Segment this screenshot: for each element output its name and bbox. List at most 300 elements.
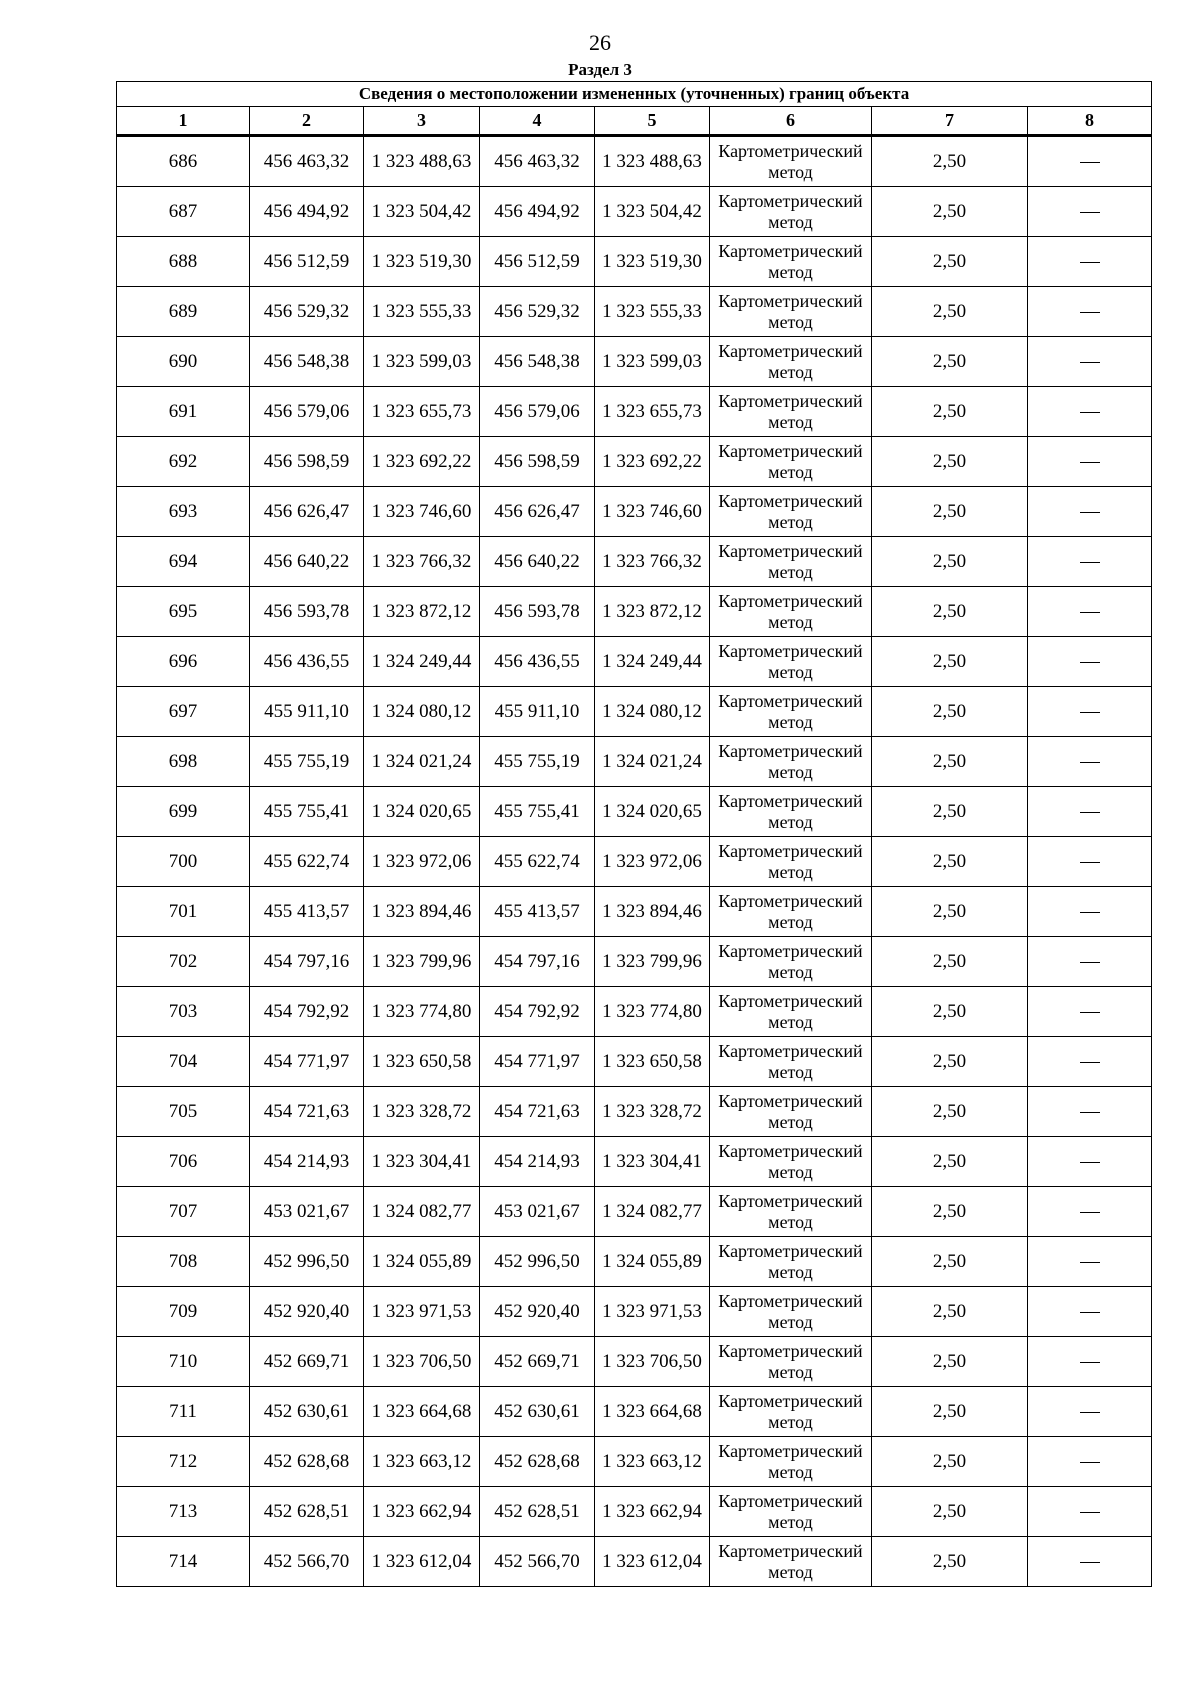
boundary-coordinates-table xyxy=(116,81,1152,1587)
cell-description xyxy=(1028,1487,1152,1537)
cell-y-existing: 1 323 304,41 xyxy=(364,1137,480,1187)
cell-point-number: 697 xyxy=(117,687,250,737)
cell-method: Картометрический метод xyxy=(710,1487,872,1537)
cell-accuracy: 2,50 xyxy=(872,1237,1028,1287)
cell-y-existing: 1 324 249,44 xyxy=(364,637,480,687)
page-number: 26 xyxy=(589,30,611,55)
cell-y-existing: 1 323 971,53 xyxy=(364,1287,480,1337)
cell-x-existing: 452 996,50 xyxy=(250,1237,364,1287)
cell-x-new: 455 755,19 xyxy=(480,737,595,787)
cell-accuracy: 2,50 xyxy=(872,687,1028,737)
cell-method: Картометрический метод xyxy=(710,537,872,587)
cell-x-existing: 455 755,19 xyxy=(250,737,364,787)
cell-x-new: 456 512,59 xyxy=(480,237,595,287)
cell-point-number: 686 xyxy=(117,136,250,187)
cell-y-new: 1 323 555,33 xyxy=(595,287,710,337)
cell-y-new: 1 323 799,96 xyxy=(595,937,710,987)
cell-point-number: 714 xyxy=(117,1537,250,1587)
cell-method: Картометрический метод xyxy=(710,1087,872,1137)
cell-y-existing: 1 324 021,24 xyxy=(364,737,480,787)
dash-mark xyxy=(1080,1162,1100,1163)
cell-y-existing: 1 323 504,42 xyxy=(364,187,480,237)
cell-y-new: 1 323 692,22 xyxy=(595,437,710,487)
cell-accuracy: 2,50 xyxy=(872,887,1028,937)
cell-description xyxy=(1028,1037,1152,1087)
cell-point-number: 689 xyxy=(117,287,250,337)
cell-point-number: 707 xyxy=(117,1187,250,1237)
cell-accuracy: 2,50 xyxy=(872,1437,1028,1487)
cell-method: Картометрический метод xyxy=(710,937,872,987)
cell-x-existing: 454 214,93 xyxy=(250,1137,364,1187)
cell-y-existing: 1 323 894,46 xyxy=(364,887,480,937)
cell-accuracy: 2,50 xyxy=(872,1087,1028,1137)
cell-method: Картометрический метод xyxy=(710,887,872,937)
dash-mark xyxy=(1080,212,1100,213)
dash-mark xyxy=(1080,1012,1100,1013)
cell-y-new: 1 323 872,12 xyxy=(595,587,710,637)
cell-y-new: 1 324 082,77 xyxy=(595,1187,710,1237)
cell-x-new: 456 593,78 xyxy=(480,587,595,637)
cell-description xyxy=(1028,187,1152,237)
cell-point-number: 695 xyxy=(117,587,250,637)
cell-y-new: 1 323 971,53 xyxy=(595,1287,710,1337)
cell-accuracy: 2,50 xyxy=(872,437,1028,487)
cell-method: Картометрический метод xyxy=(710,1337,872,1387)
cell-x-existing: 456 463,32 xyxy=(250,136,364,187)
cell-y-existing: 1 323 488,63 xyxy=(364,136,480,187)
cell-description xyxy=(1028,587,1152,637)
cell-y-new: 1 323 655,73 xyxy=(595,387,710,437)
cell-point-number: 710 xyxy=(117,1337,250,1387)
cell-x-new: 452 628,68 xyxy=(480,1437,595,1487)
dash-mark xyxy=(1080,362,1100,363)
dash-mark xyxy=(1080,912,1100,913)
cell-point-number: 702 xyxy=(117,937,250,987)
cell-x-existing: 456 640,22 xyxy=(250,537,364,587)
cell-y-existing: 1 323 799,96 xyxy=(364,937,480,987)
cell-description xyxy=(1028,387,1152,437)
cell-point-number: 687 xyxy=(117,187,250,237)
table-row xyxy=(117,1537,1152,1587)
column-number: 2 xyxy=(250,107,364,136)
cell-y-new: 1 323 746,60 xyxy=(595,487,710,537)
dash-mark xyxy=(1080,1512,1100,1513)
cell-x-existing: 456 593,78 xyxy=(250,587,364,637)
cell-accuracy: 2,50 xyxy=(872,1187,1028,1237)
cell-point-number: 691 xyxy=(117,387,250,437)
cell-description xyxy=(1028,987,1152,1037)
dash-mark xyxy=(1080,1062,1100,1063)
cell-method: Картометрический метод xyxy=(710,1387,872,1437)
cell-method: Картометрический метод xyxy=(710,737,872,787)
cell-x-existing: 452 630,61 xyxy=(250,1387,364,1437)
dash-mark xyxy=(1080,662,1100,663)
cell-y-existing: 1 323 664,68 xyxy=(364,1387,480,1437)
cell-y-existing: 1 323 774,80 xyxy=(364,987,480,1037)
cell-y-new: 1 324 055,89 xyxy=(595,1237,710,1287)
cell-point-number: 701 xyxy=(117,887,250,937)
dash-mark xyxy=(1080,512,1100,513)
cell-accuracy: 2,50 xyxy=(872,787,1028,837)
cell-point-number: 694 xyxy=(117,537,250,587)
cell-accuracy: 2,50 xyxy=(872,337,1028,387)
table-row xyxy=(117,1087,1152,1137)
dash-mark xyxy=(1080,812,1100,813)
cell-method: Картометрический метод xyxy=(710,987,872,1037)
table-row xyxy=(117,136,1152,187)
cell-point-number: 709 xyxy=(117,1287,250,1337)
cell-x-new: 456 529,32 xyxy=(480,287,595,337)
cell-x-existing: 456 598,59 xyxy=(250,437,364,487)
cell-x-existing: 454 771,97 xyxy=(250,1037,364,1087)
cell-y-existing: 1 323 612,04 xyxy=(364,1537,480,1587)
cell-y-existing: 1 323 746,60 xyxy=(364,487,480,537)
cell-y-new: 1 323 650,58 xyxy=(595,1037,710,1087)
cell-x-new: 452 996,50 xyxy=(480,1237,595,1287)
cell-method: Картометрический метод xyxy=(710,237,872,287)
cell-accuracy: 2,50 xyxy=(872,1337,1028,1387)
cell-description xyxy=(1028,1387,1152,1437)
cell-x-new: 455 755,41 xyxy=(480,787,595,837)
cell-accuracy: 2,50 xyxy=(872,1537,1028,1587)
cell-description xyxy=(1028,887,1152,937)
cell-x-existing: 456 626,47 xyxy=(250,487,364,537)
cell-point-number: 708 xyxy=(117,1237,250,1287)
table-row xyxy=(117,1487,1152,1537)
table-row xyxy=(117,587,1152,637)
table-row xyxy=(117,1187,1152,1237)
table-row xyxy=(117,187,1152,237)
cell-x-existing: 456 494,92 xyxy=(250,187,364,237)
column-number: 5 xyxy=(595,107,710,136)
table-row xyxy=(117,287,1152,337)
cell-x-existing: 456 529,32 xyxy=(250,287,364,337)
cell-y-new: 1 323 612,04 xyxy=(595,1537,710,1587)
table-body xyxy=(117,136,1152,1587)
cell-description xyxy=(1028,487,1152,537)
cell-x-new: 456 640,22 xyxy=(480,537,595,587)
cell-method: Картометрический метод xyxy=(710,437,872,487)
table-row xyxy=(117,1337,1152,1387)
table-caption: Сведения о местоположении измененных (уточненных) границ объекта xyxy=(117,82,1152,107)
cell-y-existing: 1 323 872,12 xyxy=(364,587,480,637)
cell-y-existing: 1 323 692,22 xyxy=(364,437,480,487)
cell-description xyxy=(1028,637,1152,687)
dash-mark xyxy=(1080,1562,1100,1563)
table-row xyxy=(117,737,1152,787)
dash-mark xyxy=(1080,1362,1100,1363)
cell-description xyxy=(1028,136,1152,187)
column-number: 8 xyxy=(1028,107,1152,136)
cell-accuracy: 2,50 xyxy=(872,1287,1028,1337)
column-number: 4 xyxy=(480,107,595,136)
cell-x-new: 454 797,16 xyxy=(480,937,595,987)
cell-y-existing: 1 323 599,03 xyxy=(364,337,480,387)
cell-method: Картометрический метод xyxy=(710,287,872,337)
cell-description xyxy=(1028,1287,1152,1337)
cell-x-new: 456 598,59 xyxy=(480,437,595,487)
cell-x-existing: 454 797,16 xyxy=(250,937,364,987)
cell-x-new: 456 579,06 xyxy=(480,387,595,437)
cell-point-number: 700 xyxy=(117,837,250,887)
cell-y-new: 1 323 328,72 xyxy=(595,1087,710,1137)
table-row xyxy=(117,937,1152,987)
cell-y-existing: 1 323 706,50 xyxy=(364,1337,480,1387)
cell-y-new: 1 324 021,24 xyxy=(595,737,710,787)
table-row xyxy=(117,1137,1152,1187)
cell-accuracy: 2,50 xyxy=(872,1037,1028,1087)
cell-y-existing: 1 324 020,65 xyxy=(364,787,480,837)
cell-accuracy: 2,50 xyxy=(872,537,1028,587)
table-row xyxy=(117,887,1152,937)
cell-point-number: 698 xyxy=(117,737,250,787)
dash-mark xyxy=(1080,1462,1100,1463)
table-row xyxy=(117,987,1152,1037)
cell-description xyxy=(1028,537,1152,587)
cell-description xyxy=(1028,1337,1152,1387)
cell-method: Картометрический метод xyxy=(710,1537,872,1587)
table-row xyxy=(117,487,1152,537)
dash-mark xyxy=(1080,762,1100,763)
cell-description xyxy=(1028,1187,1152,1237)
cell-accuracy: 2,50 xyxy=(872,136,1028,187)
cell-description xyxy=(1028,437,1152,487)
cell-y-existing: 1 324 082,77 xyxy=(364,1187,480,1237)
cell-y-new: 1 323 894,46 xyxy=(595,887,710,937)
dash-mark xyxy=(1080,1112,1100,1113)
cell-method: Картометрический метод xyxy=(710,187,872,237)
dash-mark xyxy=(1080,1412,1100,1413)
cell-accuracy: 2,50 xyxy=(872,837,1028,887)
cell-accuracy: 2,50 xyxy=(872,1487,1028,1537)
cell-y-existing: 1 323 519,30 xyxy=(364,237,480,287)
table-row xyxy=(117,687,1152,737)
cell-point-number: 693 xyxy=(117,487,250,537)
cell-method: Картометрический метод xyxy=(710,1187,872,1237)
cell-y-new: 1 323 504,42 xyxy=(595,187,710,237)
cell-point-number: 711 xyxy=(117,1387,250,1437)
cell-description xyxy=(1028,837,1152,887)
cell-x-new: 455 911,10 xyxy=(480,687,595,737)
cell-x-new: 454 771,97 xyxy=(480,1037,595,1087)
dash-mark xyxy=(1080,562,1100,563)
cell-y-new: 1 323 664,68 xyxy=(595,1387,710,1437)
cell-description xyxy=(1028,287,1152,337)
cell-y-existing: 1 323 972,06 xyxy=(364,837,480,887)
cell-y-new: 1 323 663,12 xyxy=(595,1437,710,1487)
table-row xyxy=(117,537,1152,587)
cell-method: Картометрический метод xyxy=(710,1437,872,1487)
cell-y-existing: 1 323 555,33 xyxy=(364,287,480,337)
cell-x-existing: 455 911,10 xyxy=(250,687,364,737)
cell-x-existing: 452 566,70 xyxy=(250,1537,364,1587)
table-row xyxy=(117,437,1152,487)
cell-description xyxy=(1028,1437,1152,1487)
cell-point-number: 713 xyxy=(117,1487,250,1537)
cell-accuracy: 2,50 xyxy=(872,287,1028,337)
cell-x-existing: 456 579,06 xyxy=(250,387,364,437)
cell-method: Картометрический метод xyxy=(710,687,872,737)
cell-x-new: 456 548,38 xyxy=(480,337,595,387)
cell-y-new: 1 323 774,80 xyxy=(595,987,710,1037)
table-row xyxy=(117,1287,1152,1337)
cell-method: Картометрический метод xyxy=(710,637,872,687)
cell-method: Картометрический метод xyxy=(710,787,872,837)
cell-description xyxy=(1028,337,1152,387)
cell-x-new: 454 214,93 xyxy=(480,1137,595,1187)
cell-y-existing: 1 323 663,12 xyxy=(364,1437,480,1487)
cell-x-new: 454 792,92 xyxy=(480,987,595,1037)
section-title: Раздел 3 xyxy=(568,60,632,79)
cell-description xyxy=(1028,1237,1152,1287)
cell-x-new: 452 566,70 xyxy=(480,1537,595,1587)
dash-mark xyxy=(1080,312,1100,313)
cell-x-new: 454 721,63 xyxy=(480,1087,595,1137)
dash-mark xyxy=(1080,1212,1100,1213)
cell-y-existing: 1 323 766,32 xyxy=(364,537,480,587)
cell-method: Картометрический метод xyxy=(710,837,872,887)
dash-mark xyxy=(1080,462,1100,463)
column-number: 7 xyxy=(872,107,1028,136)
cell-point-number: 705 xyxy=(117,1087,250,1137)
cell-method: Картометрический метод xyxy=(710,136,872,187)
cell-y-existing: 1 323 655,73 xyxy=(364,387,480,437)
cell-y-new: 1 323 599,03 xyxy=(595,337,710,387)
cell-x-existing: 455 622,74 xyxy=(250,837,364,887)
cell-accuracy: 2,50 xyxy=(872,987,1028,1037)
cell-y-new: 1 323 766,32 xyxy=(595,537,710,587)
cell-x-new: 455 622,74 xyxy=(480,837,595,887)
cell-method: Картометрический метод xyxy=(710,1037,872,1087)
table-row xyxy=(117,787,1152,837)
cell-x-existing: 454 792,92 xyxy=(250,987,364,1037)
cell-point-number: 692 xyxy=(117,437,250,487)
table-row xyxy=(117,637,1152,687)
cell-y-new: 1 324 080,12 xyxy=(595,687,710,737)
cell-y-existing: 1 323 650,58 xyxy=(364,1037,480,1087)
cell-accuracy: 2,50 xyxy=(872,1137,1028,1187)
cell-x-existing: 455 755,41 xyxy=(250,787,364,837)
cell-description xyxy=(1028,787,1152,837)
cell-x-new: 456 626,47 xyxy=(480,487,595,537)
table-row xyxy=(117,837,1152,887)
cell-accuracy: 2,50 xyxy=(872,487,1028,537)
cell-point-number: 703 xyxy=(117,987,250,1037)
cell-x-new: 456 494,92 xyxy=(480,187,595,237)
cell-y-new: 1 323 662,94 xyxy=(595,1487,710,1537)
cell-y-existing: 1 323 662,94 xyxy=(364,1487,480,1537)
dash-mark xyxy=(1080,612,1100,613)
cell-x-existing: 452 920,40 xyxy=(250,1287,364,1337)
cell-x-new: 452 920,40 xyxy=(480,1287,595,1337)
cell-point-number: 706 xyxy=(117,1137,250,1187)
dash-mark xyxy=(1080,1262,1100,1263)
cell-accuracy: 2,50 xyxy=(872,587,1028,637)
cell-accuracy: 2,50 xyxy=(872,237,1028,287)
cell-method: Картометрический метод xyxy=(710,387,872,437)
cell-y-new: 1 323 488,63 xyxy=(595,136,710,187)
cell-point-number: 690 xyxy=(117,337,250,387)
cell-description xyxy=(1028,1137,1152,1187)
cell-y-new: 1 323 706,50 xyxy=(595,1337,710,1387)
cell-x-existing: 452 628,51 xyxy=(250,1487,364,1537)
cell-accuracy: 2,50 xyxy=(872,187,1028,237)
cell-x-existing: 455 413,57 xyxy=(250,887,364,937)
cell-description xyxy=(1028,737,1152,787)
cell-x-existing: 456 436,55 xyxy=(250,637,364,687)
cell-x-new: 452 630,61 xyxy=(480,1387,595,1437)
cell-method: Картометрический метод xyxy=(710,587,872,637)
cell-accuracy: 2,50 xyxy=(872,387,1028,437)
dash-mark xyxy=(1080,162,1100,163)
cell-method: Картометрический метод xyxy=(710,1287,872,1337)
cell-x-new: 453 021,67 xyxy=(480,1187,595,1237)
cell-description xyxy=(1028,237,1152,287)
dash-mark xyxy=(1080,962,1100,963)
cell-accuracy: 2,50 xyxy=(872,1387,1028,1437)
cell-accuracy: 2,50 xyxy=(872,737,1028,787)
cell-x-existing: 452 669,71 xyxy=(250,1337,364,1387)
cell-point-number: 712 xyxy=(117,1437,250,1487)
cell-accuracy: 2,50 xyxy=(872,637,1028,687)
cell-description xyxy=(1028,937,1152,987)
cell-description xyxy=(1028,1087,1152,1137)
table-row xyxy=(117,1237,1152,1287)
cell-y-new: 1 324 249,44 xyxy=(595,637,710,687)
cell-method: Картометрический метод xyxy=(710,1137,872,1187)
cell-y-existing: 1 323 328,72 xyxy=(364,1087,480,1137)
cell-y-existing: 1 324 055,89 xyxy=(364,1237,480,1287)
cell-description xyxy=(1028,1537,1152,1587)
cell-method: Картометрический метод xyxy=(710,487,872,537)
cell-point-number: 699 xyxy=(117,787,250,837)
cell-y-new: 1 323 304,41 xyxy=(595,1137,710,1187)
table-row xyxy=(117,337,1152,387)
column-number: 6 xyxy=(710,107,872,136)
cell-x-new: 452 628,51 xyxy=(480,1487,595,1537)
table-row xyxy=(117,387,1152,437)
cell-y-new: 1 323 519,30 xyxy=(595,237,710,287)
dash-mark xyxy=(1080,712,1100,713)
table-row xyxy=(117,1037,1152,1087)
cell-x-new: 455 413,57 xyxy=(480,887,595,937)
cell-x-existing: 454 721,63 xyxy=(250,1087,364,1137)
cell-x-existing: 453 021,67 xyxy=(250,1187,364,1237)
cell-x-existing: 456 512,59 xyxy=(250,237,364,287)
cell-point-number: 696 xyxy=(117,637,250,687)
dash-mark xyxy=(1080,1312,1100,1313)
table-row xyxy=(117,237,1152,287)
cell-x-new: 456 463,32 xyxy=(480,136,595,187)
cell-x-existing: 456 548,38 xyxy=(250,337,364,387)
cell-y-new: 1 323 972,06 xyxy=(595,837,710,887)
column-number-row xyxy=(117,107,1152,136)
column-number: 1 xyxy=(117,107,250,136)
cell-y-existing: 1 324 080,12 xyxy=(364,687,480,737)
cell-point-number: 688 xyxy=(117,237,250,287)
cell-x-new: 452 669,71 xyxy=(480,1337,595,1387)
dash-mark xyxy=(1080,262,1100,263)
table-row xyxy=(117,1437,1152,1487)
cell-method: Картометрический метод xyxy=(710,337,872,387)
cell-x-existing: 452 628,68 xyxy=(250,1437,364,1487)
cell-accuracy: 2,50 xyxy=(872,937,1028,987)
dash-mark xyxy=(1080,412,1100,413)
cell-x-new: 456 436,55 xyxy=(480,637,595,687)
cell-y-new: 1 324 020,65 xyxy=(595,787,710,837)
dash-mark xyxy=(1080,862,1100,863)
cell-description xyxy=(1028,687,1152,737)
